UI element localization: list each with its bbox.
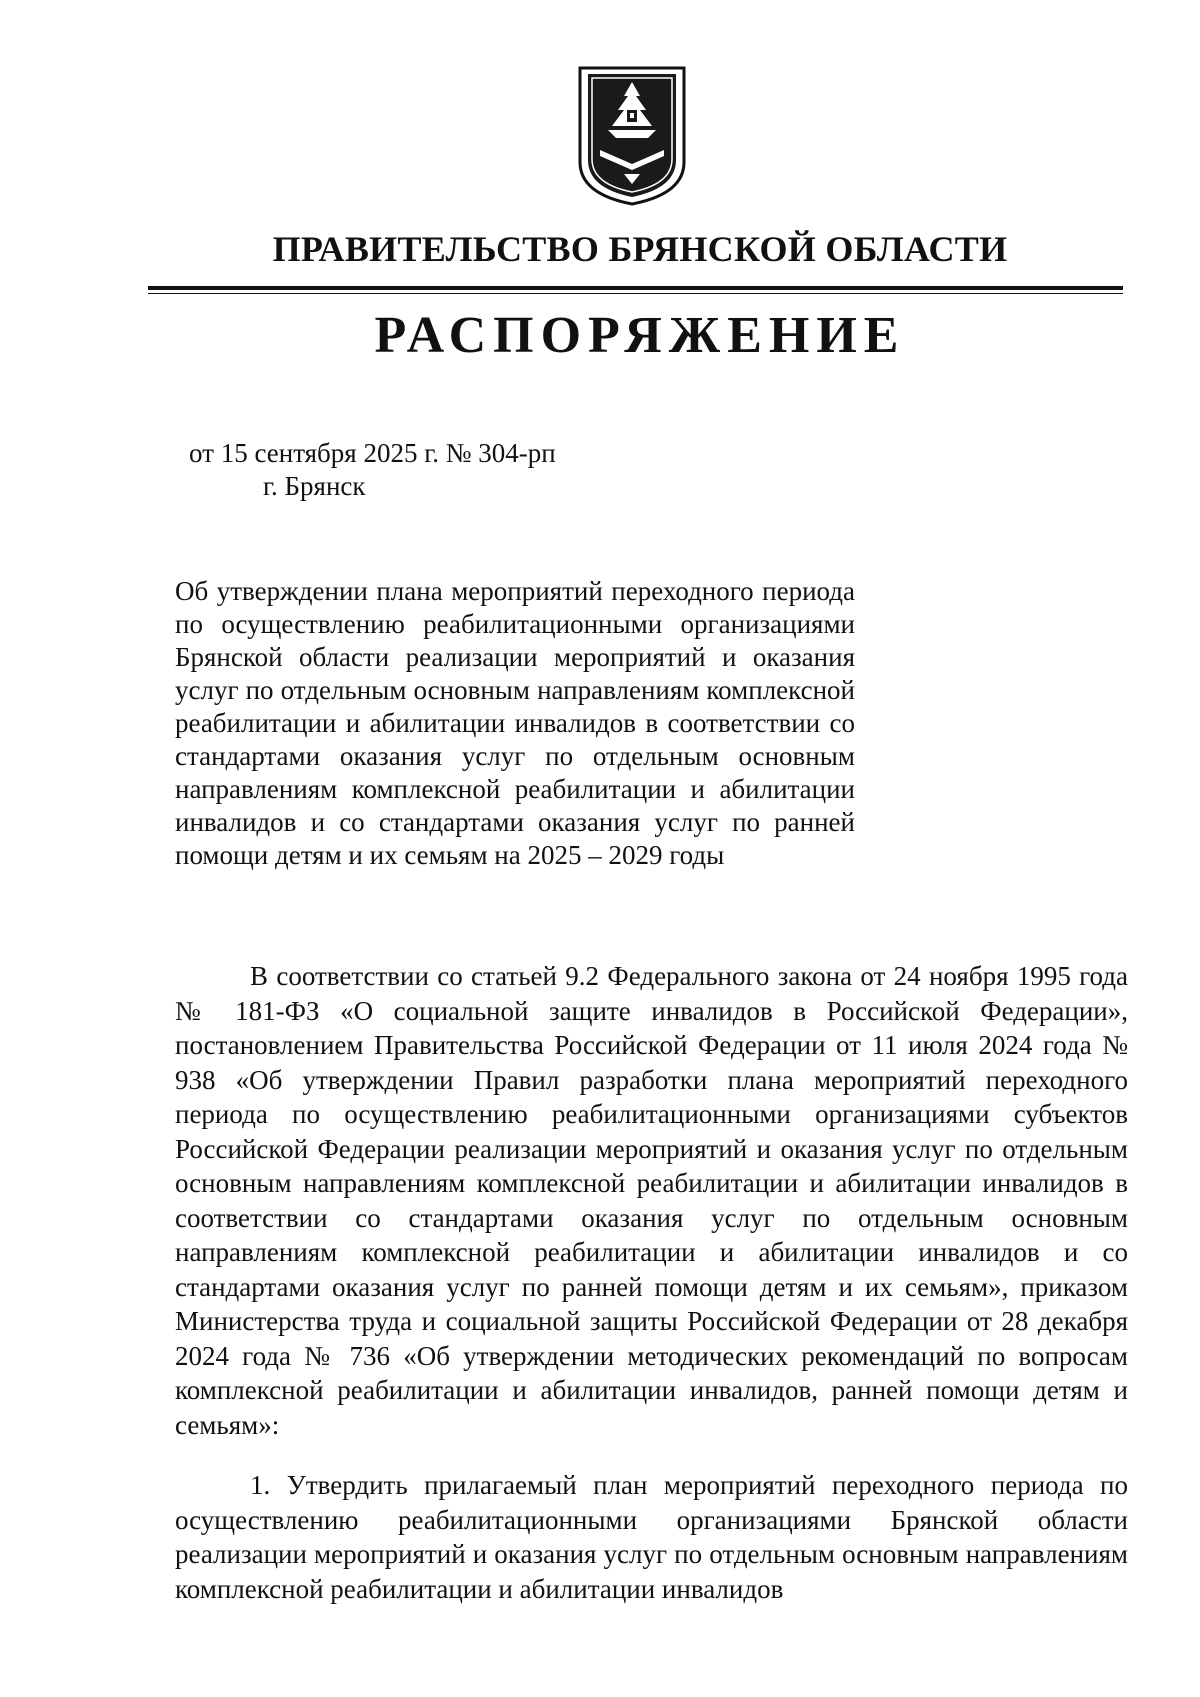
city: г. Брянск bbox=[263, 471, 366, 501]
preamble-paragraph: В соответствии со статьей 9.2 Федерального закона от 24 ноября 1995 года № 181-ФЗ «О социальной защите инвалидов в Российской Федерации», постановлением Правительства Российской Федерации от 11 июля 2024 года № 938 «Об утверждении Правил разработки плана мероприятий переходного периода по осуществлению реабилитационными организациями субъектов Российской Федерации реализации мероприятий и оказания услуг по отдельным основным направлениям комплексной реабилитации и абилитации инвалидов в соответствии со стандартами оказания услуг по отдельным основным направлениям комплексной реабилитации и абилитации инвалидов и со стандартами оказания услуг по ранней помощи детям и их семьям», приказом Министерства труда и социальной защиты Российской Федерации от 28 декабря 2024 года № 736 «Об утверждении методических рекомендаций по вопросам комплексной реабилитации и абилитации инвалидов, ранней помощи детям и семьям»: bbox=[175, 961, 1128, 1440]
item-1-paragraph: 1. Утвердить прилагаемый план мероприятий переходного периода по осуществлению реабилитационными организациями Брянской области реализации мероприятий и оказания услуг по отдельным основным направлениям комплексной реабилитации и абилитации инвалидов bbox=[175, 1470, 1128, 1604]
document-type-heading: РАСПОРЯЖЕНИЕ bbox=[374, 307, 906, 364]
header-divider-thick bbox=[148, 286, 1123, 290]
header-divider-thin bbox=[148, 293, 1123, 294]
organization-title: ПРАВИТЕЛЬСТВО БРЯНСКОЙ ОБЛАСТИ bbox=[272, 229, 1008, 269]
date-and-number: от 15 сентября 2025 г. № 304-рп bbox=[189, 438, 556, 468]
bryansk-coat-of-arms-icon bbox=[578, 66, 686, 206]
document-subject: Об утверждении плана мероприятий переходного периода по осуществлению реабилитационными организациями Брянской области реализации мероприятий и оказания услуг по отдельным основным направлениям комплексной реабилитации и абилитации инвалидов в соответствии со стандартами оказания услуг по отдельным основным направлениям комплексной реабилитации и абилитации инвалидов и со стандартами оказания услуг по ранней помощи детям и их семьям на 2025 – 2029 годы bbox=[175, 576, 855, 870]
